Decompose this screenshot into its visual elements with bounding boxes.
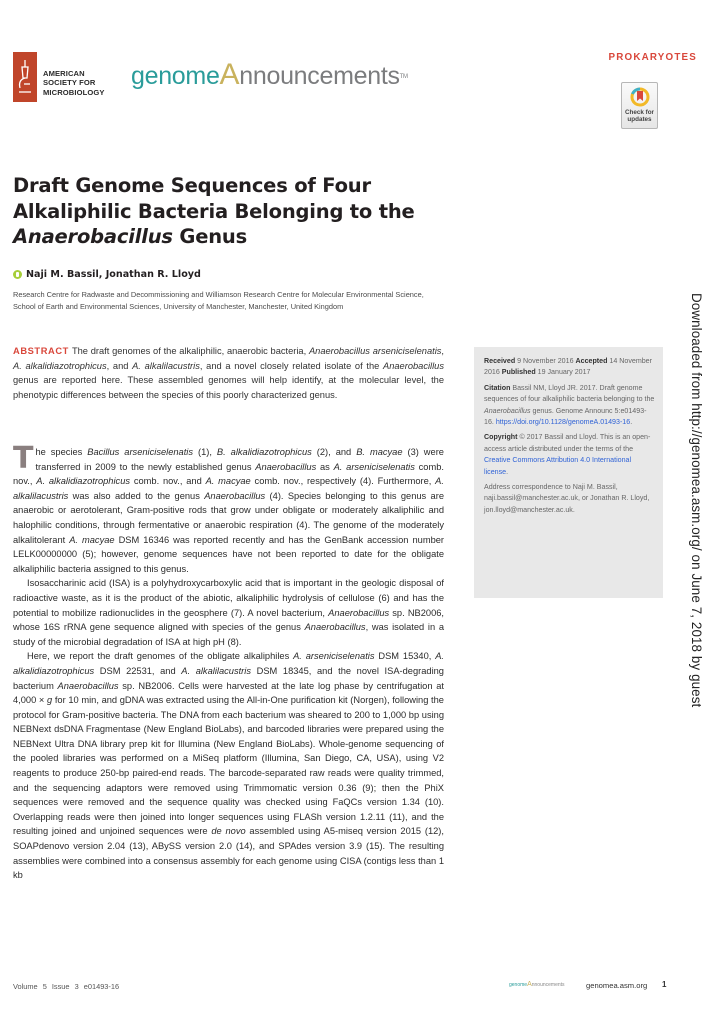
crossmark-label — [622, 110, 657, 124]
body-text: , was isolated in a study of the microbial degradation of ISA at high pH (8). — [13, 622, 444, 647]
dates — [484, 356, 655, 379]
title-line: Alkaliphilic Bacteria Belonging to the — [13, 199, 415, 223]
society-name-line: AMERICAN — [43, 69, 85, 78]
species-name: A. alkalilacustris — [181, 665, 251, 676]
journal-logo[interactable] — [131, 60, 408, 91]
body-text: DSM 16346 was reported recently and has the GenBank accession number LELK00000000 (5); however, genome sequences have not been reported to date for the obligate alkaliphilic bacteria assigned to this genus. — [13, 534, 444, 574]
asm-logo — [13, 52, 37, 102]
footer-citation: Volume 5 Issue 3 e01493-16 — [13, 982, 120, 991]
body-paragraph — [13, 576, 444, 649]
body-paragraph — [13, 649, 444, 883]
body-text: comb. nov., — [13, 461, 444, 487]
article-info-sidebar — [474, 347, 663, 598]
body-text: (3) were transferred in 2009 to the newly established genus — [35, 447, 444, 472]
license-link[interactable]: Creative Commons Attribution 4.0 International license — [484, 456, 632, 476]
species-name: A. alkalilacustris — [132, 360, 200, 371]
species-name: A. arseniciselenatis — [293, 651, 375, 662]
received-date: 9 November 2016 — [515, 357, 576, 365]
copyright — [484, 432, 655, 478]
species-name: A. alkalidiazotrophicus — [36, 476, 131, 487]
body-text: DSM 22531, and — [94, 665, 182, 676]
society-name-line: MICROBIOLOGY — [43, 87, 105, 97]
page-number: 1 — [662, 980, 667, 989]
citation-label: Citation — [484, 383, 511, 392]
drop-cap: T — [13, 441, 34, 476]
crossmark-line1: Check for — [624, 109, 655, 116]
footer-url-link[interactable]: genomea.asm.org — [586, 981, 648, 990]
title-genus: Anaerobacillus — [13, 225, 173, 248]
published-date: 19 January 2017 — [535, 368, 591, 377]
body-text: Here, we report the draft genomes of the obligate alkaliphiles — [27, 651, 294, 662]
body-text: assembled using A5-miseq version 2015 (12), SOAPdenovo version 2.04 (13), ABySS version 2.0 (14), and SPAdes version 3.9 (15). The resulting assemblies were combined into a consensus assembly for each genome using CISA (contigs less than 1 kb — [13, 826, 444, 881]
species-name: B. macyae — [356, 447, 403, 457]
copyright-text: . — [506, 467, 509, 476]
body-text: comb. nov., and — [130, 476, 206, 487]
accepted-label: Accepted — [575, 357, 608, 365]
abstract-text: genus are reported here. These assembled genomes will help identify, at the molecular level, the phenotypic differences between the species of this poorly characterized genus. — [13, 375, 444, 400]
journal-logo-genome: genome — [131, 62, 220, 90]
microscope-icon — [16, 58, 34, 98]
body-text: sp. NB2006. Cells were harvested at the late log phase by centrifugation at 4,000 × — [13, 680, 444, 706]
download-watermark: Downloaded from http://genomea.asm.org/ on June 7, 2018 by guest — [689, 293, 704, 708]
species-name: Anaerobacillus — [383, 360, 444, 371]
trademark: TM — [399, 74, 408, 80]
body-text: as — [316, 461, 334, 472]
citation-genus: Anaerobacillus — [484, 406, 531, 415]
species-name: B. alkalidiazotrophicus — [216, 447, 312, 457]
species-name: A. alkalilacustris — [13, 476, 444, 501]
citation-text: Bassil NM, Lloyd JR. 2017. Draft genome sequences of four alkaliphilic bacteria belonging to the — [484, 383, 655, 404]
species-name: A. alkalidiazotrophicus — [13, 360, 107, 371]
body-text: (1), — [193, 447, 217, 457]
doi-link[interactable]: https://doi.org/10.1128/genomeA.01493-16 — [495, 418, 631, 427]
abstract-text: The draft genomes of the alkaliphilic, anaerobic bacteria, — [71, 346, 309, 356]
species-name: A. macyae — [69, 534, 115, 545]
body-paragraph — [13, 441, 444, 576]
species-name: A. arseniciselenatis — [333, 461, 415, 472]
species-name: Bacillus arseniciselenatis — [87, 447, 194, 457]
species-name: Anaerobacillus — [255, 461, 317, 472]
body-text: comb. nov., respectively (4). Furthermore, — [250, 476, 436, 487]
footer-logo-genome: genome — [509, 982, 528, 988]
species-name: Anaerobacillus — [57, 680, 119, 691]
species-name: Anaerobacillus — [204, 490, 266, 501]
body-text: was also added to the genus — [68, 490, 205, 501]
crossmark-line2: updates — [627, 115, 652, 123]
copyright-label: Copyright — [484, 433, 518, 442]
latin-term: de novo — [211, 826, 246, 837]
title-line: Draft Genome Sequences of Four — [13, 174, 371, 197]
species-name: Anaerobacillus — [328, 607, 390, 618]
society-name-line: SOCIETY FOR — [43, 78, 96, 88]
citation — [484, 383, 655, 429]
footer-logo-rest: nnouncements — [531, 982, 565, 988]
journal-logo-a: A — [219, 58, 240, 91]
species-name: Anaerobacillus arseniciselenatis — [308, 346, 442, 356]
abstract-text: , and a novel closely related isolate of the — [199, 360, 384, 371]
published-label: Published — [501, 368, 536, 377]
crossmark-icon — [630, 87, 650, 109]
section-label: PROKARYOTES — [608, 52, 697, 63]
footer-journal-logo — [509, 981, 565, 988]
title-line: Genus — [172, 225, 247, 248]
body-text: sp. NB2006, whose 16S rRNA gene sequence aligned with species of the genus — [13, 607, 444, 633]
gravity-unit: g — [47, 695, 53, 706]
received-label: Received — [484, 357, 516, 365]
species-name: Anaerobacillus — [304, 622, 366, 633]
copyright-text: © 2017 Bassil and Lloyd. This is an open-access article distributed under the terms of the — [484, 433, 651, 453]
abstract — [13, 344, 444, 402]
check-for-updates-button[interactable] — [621, 82, 658, 129]
body-text: (2), and — [311, 447, 357, 457]
abstract-label: ABSTRACT — [13, 346, 69, 356]
species-name: A. macyae — [205, 476, 251, 487]
citation-text: genus. Genome Announc 5:e01493-16. — [484, 406, 647, 427]
body-text: he species — [35, 447, 88, 457]
abstract-text: , — [441, 346, 445, 356]
body-text: (4). Species belonging to this genus are anaerobic or aerotolerant, Gram-positive rods that grow under obligate or moderately alkaliphilic and halophilic conditions, through fermentative or anaerobic respiration (4). The genome of the moderately alkalitolerant — [13, 490, 444, 545]
society-name — [43, 69, 105, 97]
citation-text: . — [630, 418, 633, 427]
body-text: Isosaccharinic acid (ISA) is a polyhydroxycarboxylic acid that is important in the geologic disposal of radioactive waste, as it is the product of the abiotic, alkaliphilic hydrolysis of cellulose (6) and has the potential to mobilize radionuclides in the geosphere (7). A novel bacterium, — [13, 578, 444, 618]
body-text: DSM 18345, and the novel ISA-degrading bacterium — [13, 665, 444, 691]
body-text: for 10 min, and gDNA was extracted using the All-in-One purification kit (Norgen), following the protocol for Gram-positive bacteria. The DNA from each bacterium was sheared to 200 to 1,000 bp using NEBNext dsDNA Fragmentase (New England BioLabs), and barcoded libraries were prepared using the NEBNext Ultra DNA library prep kit for Illumina (New England BioLabs). Whole-genome sequencing of the pooled libraries was performed on a MiSeq platform (Illumina, San Diego, CA, USA), using V2 reagents to produce 250-bp paired-end reads. The barcode-separated raw reads were quality trimmed, and the sequencing adaptors were removed using Trimmomatic version 0.36 (9); then the PhiX sequences were removed and the sequence quality was checked using FaQCs version 1.34 (10). Overlapping reads were then joined into longer sequences using FLASh version 1.2.11 (11), and the resulting joined and unjoined sequences were — [13, 695, 444, 837]
affiliation: Research Centre for Radwaste and Decommissioning and Williamson Research Centre for Molecular Environmental Science, School of Earth and Environmental Sciences, University of Manchester, Manchester, United Kingdom — [13, 290, 424, 311]
article-body — [13, 441, 445, 883]
accepted-date: 14 November 2016 — [484, 357, 652, 377]
body-text: DSM 15340, — [374, 651, 436, 662]
journal-logo-announcements: nnouncements — [239, 62, 400, 90]
abstract-text: , and — [106, 360, 133, 371]
orcid-icon[interactable] — [13, 270, 22, 279]
author-list — [13, 269, 201, 280]
correspondence: Address correspondence to Naji M. Bassil, naji.bassil@manchester.ac.uk, or Jonathan R. Lloyd, jon.lloyd@manchester.ac.uk. — [484, 483, 650, 514]
article-title — [13, 173, 433, 250]
species-name: A. alkalidiazotrophicus — [13, 651, 445, 676]
authors: Naji M. Bassil, Jonathan R. Lloyd — [26, 269, 201, 280]
footer-logo-a: A — [527, 981, 532, 988]
